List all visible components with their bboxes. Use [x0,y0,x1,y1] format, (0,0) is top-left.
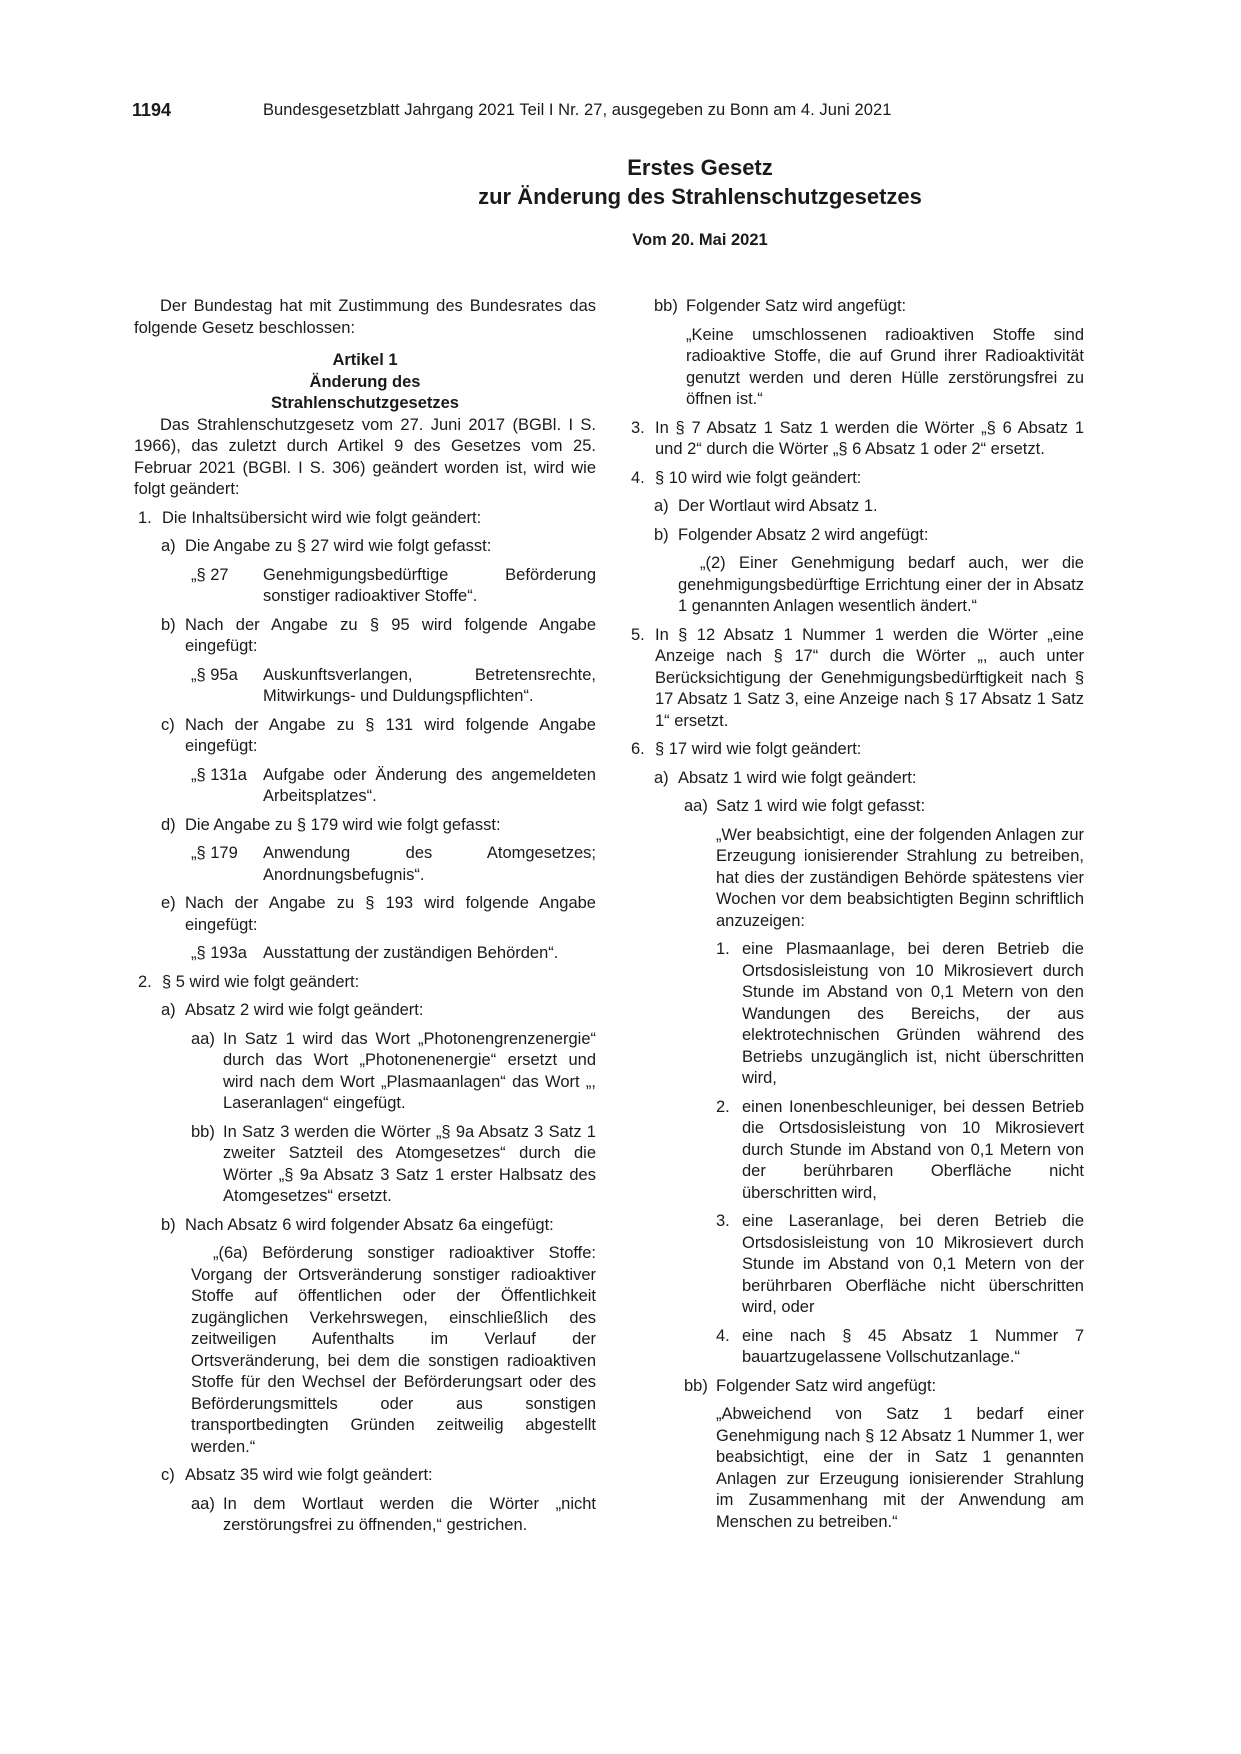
quoted-paragraph: „Keine umschlossenen radioaktiven Stoffe sind radioaktive Stoffe, die auf Grund ihrer Radioaktivität genutzt werden und deren Hülle zerstörungsfrei zu öffnen ist.“ [686,325,1084,408]
toc-entry [134,765,596,808]
list-item [631,796,1084,818]
item-text: Nach Absatz 6 wird folgender Absatz 6a eingefügt: [185,1215,554,1234]
item-label: bb) [684,1376,708,1395]
item-text: In § 7 Absatz 1 Satz 1 werden die Wörter „§ 6 Absatz 1 und 2“ durch die Wörter „§ 6 Absatz 1 oder 2“ ersetzt. [655,418,1084,458]
item-label: 3. [631,418,645,437]
item-label: b) [161,1215,176,1234]
item-text: Die Angabe zu § 179 wird wie folgt gefasst: [185,815,501,834]
item-text: In Satz 1 wird das Wort „Photonengrenzenergie“ durch das Wort „Photonenenergie“ ersetzt und wird nach dem Wort „Plasmaanlagen“ das Wort „, Laseranlagen“ eingefügt. [223,1029,596,1112]
item-label: a) [161,1001,176,1019]
item-text: Der Wortlaut wird Absatz 1. [678,497,878,515]
list-item [134,1000,596,1022]
law-date: Vom 20. Mai 2021 [632,231,768,249]
item-label: 2. [716,1097,730,1116]
item-label: aa) [191,1029,215,1048]
right-column [631,296,1084,1540]
quoted-paragraph: „Wer beabsichtigt, eine der folgenden Anlagen zur Erzeugung ionisierender Strahlung zu betreiben, hat dies der zuständigen Behörde spätestens vier Wochen vor dem beabsichtigten Beginn schriftlich anzuzeigen: [716,825,1084,930]
item-text: § 17 wird wie folgt geändert: [655,740,862,758]
toc-entry [134,565,596,608]
item-text: Absatz 1 wird wie folgt geändert: [678,768,917,787]
article-subtitle-2: Strahlenschutzgesetzes [271,394,459,412]
entry-key: „§ 193a [191,944,247,962]
item-label: 1. [716,940,730,958]
list-item [631,525,1084,547]
item-text: Nach der Angabe zu § 95 wird folgende Angabe eingefügt: [185,615,596,655]
item-text: § 5 wird wie folgt geändert: [162,972,360,991]
list-item [134,1465,596,1487]
article-subtitle-1: Änderung des [309,372,421,391]
list-item [631,496,1084,518]
entry-key: „§ 27 [191,565,229,584]
item-label: c) [161,1466,175,1484]
list-item [631,1376,1084,1398]
item-text: In § 12 Absatz 1 Nummer 1 werden die Wörter „eine Anzeige nach § 17“ durch die Wörter „, auch unter Berücksichtigung der Genehmigungsbedürftigkeit nach § 17 Absatz 1 Satz 3, eine Anzeige nach § 17 Absatz 1 Satz 1“ ersetzt. [655,625,1084,730]
list-item [631,768,1084,790]
entry-text: Anwendung des Atomgesetzes; Anordnungsbefugnis“. [263,844,596,884]
item-label: 6. [631,740,645,758]
numbered-item [631,1097,1084,1205]
item-label: aa) [191,1494,215,1513]
item-text: In Satz 3 werden die Wörter „§ 9a Absatz 3 Satz 1 zweiter Satzteil des Atomgesetzes“ durch die Wörter „§ 9a Absatz 3 Satz 1 erster Halbsatz des Atomgesetzes“ ersetzt. [223,1122,596,1205]
item-text: In dem Wortlaut werden die Wörter „nicht zerstörungsfrei zu öffnenden,“ gestrichen. [223,1494,596,1534]
title-line-1: Erstes Gesetz [627,155,773,180]
quoted-paragraph: „(2) Einer Genehmigung bedarf auch, wer die genehmigungsbedürftige Errichtung einer der in Absatz 1 genannten Anlagen wesentlich ändert.“ [678,554,1084,615]
item-label: 3. [716,1212,730,1230]
list-item [134,1122,596,1208]
item-label: d) [161,815,176,834]
entry-key: „§ 179 [191,844,238,862]
item-label: 2. [138,972,152,991]
law-title [280,153,1120,211]
enactment-clause: Der Bundestag hat mit Zustimmung des Bundesrates das folgende Gesetz beschlossen: [134,297,596,337]
entry-text: Auskunftsverlangen, Betretensrechte, Mitwirkungs- und Duldungspflichten“. [263,665,596,705]
item-label: 5. [631,625,645,644]
item-text: Die Angabe zu § 27 wird wie folgt gefasst: [185,537,492,555]
item-label: c) [161,715,175,734]
item-label: 4. [716,1326,730,1345]
numbered-item [631,1211,1084,1319]
item-text: Folgender Absatz 2 wird angefügt: [678,525,929,544]
list-item [134,536,596,558]
item-text: Absatz 35 wird wie folgt geändert: [185,1466,433,1484]
page-header [132,100,1012,124]
numbered-item [631,1326,1084,1369]
item-text: Folgender Satz wird angefügt: [686,297,907,315]
list-item [631,468,1084,490]
list-item [631,296,1084,318]
item-text: Absatz 2 wird wie folgt geändert: [185,1001,424,1019]
quoted-paragraph: „Abweichend von Satz 1 bedarf einer Genehmigung nach § 12 Absatz 1 Nummer 1, wer beabsichtigt, eine der in Satz 1 genannten Anlagen zur Erzeugung ionisierender Strahlung im Zusammenhang mit der Anwendung am Menschen zu betreiben.“ [716,1405,1084,1531]
item-text: eine nach § 45 Absatz 1 Nummer 7 bauartzugelassene Vollschutzanlage.“ [742,1326,1084,1366]
list-item [631,739,1084,761]
item-text: eine Laseranlage, bei deren Betrieb die Ortsdosisleistung von 10 Mikrosievert durch Stunde im Abstand von 0,1 Metern von der berührbaren Oberfläche nicht überschritten wird, oder [742,1212,1084,1316]
item-label: b) [161,615,176,634]
entry-text: Genehmigungsbedürftige Beförderung sonstiger radioaktiver Stoffe“. [263,565,596,605]
list-item [134,1494,596,1537]
numbered-item [631,939,1084,1090]
list-item [134,1029,596,1115]
list-item [134,972,596,994]
item-text: Satz 1 wird wie folgt gefasst: [716,797,926,815]
item-label: b) [654,525,669,544]
item-text: Nach der Angabe zu § 193 wird folgende Angabe eingefügt: [185,894,596,934]
list-item [134,615,596,658]
title-line-2: zur Änderung des Strahlenschutzgesetzes [478,184,922,209]
item-text: Nach der Angabe zu § 131 wird folgende Angabe eingefügt: [185,715,596,755]
toc-entry [134,665,596,708]
item-text: einen Ionenbeschleuniger, bei dessen Betrieb die Ortsdosisleistung von 10 Mikrosievert durch Stunde im Abstand von 0,1 Metern von der berührbaren Oberfläche nicht überschritten wird, [742,1097,1084,1202]
quoted-paragraph: „(6a) Beförderung sonstiger radioaktiver Stoffe: Vorgang der Ortsveränderung sonstiger radioaktiver Stoffe auf öffentlichen oder der Öffentlichkeit zugänglichen Verkehrswegen, einschließlich des zeitweiligen Aufenthalts im Verlauf der Ortsveränderung, bei dem die sonstigen radioaktiven Stoffe für den Wechsel der Beförderungsart oder des Beförderungsmittels oder aus sonstigen transportbedingten Gründen zeitweilig abgestellt werden.“ [191,1244,596,1456]
item-label: bb) [191,1122,215,1141]
item-label: a) [654,497,669,515]
page-number: 1194 [132,100,172,120]
toc-entry [134,843,596,886]
item-text: eine Plasmaanlage, bei deren Betrieb die Ortsdosisleistung von 10 Mikrosievert durch Stunde im Abstand von 0,1 Metern von den Wandungen des Bereichs, der aus elektrotechnischen Gründen während des Betriebs unzugänglich ist, nicht überschritten wird, [742,940,1084,1087]
item-text: Die Inhaltsübersicht wird wie folgt geändert: [162,508,482,527]
item-label: bb) [654,297,678,315]
toc-entry [134,943,596,965]
item-label: a) [161,537,176,555]
article-intro: Das Strahlenschutzgesetz vom 27. Juni 2017 (BGBl. I S. 1966), das zuletzt durch Artikel 9 des Gesetzes vom 25. Februar 2021 (BGBl. I S. 306) geändert worden ist, wird wie folgt geändert: [134,415,596,498]
entry-text: Aufgabe oder Änderung des angemeldeten Arbeitsplatzes“. [263,765,596,805]
list-item [134,1215,596,1237]
item-label: a) [654,768,669,787]
entry-text: Ausstattung der zuständigen Behörden“. [263,944,559,962]
gazette-line: Bundesgesetzblatt Jahrgang 2021 Teil I Nr. 27, ausgegeben zu Bonn am 4. Juni 2021 [263,101,892,119]
item-label: e) [161,894,176,912]
item-label: 4. [631,468,645,487]
list-item [631,625,1084,733]
item-text: Folgender Satz wird angefügt: [716,1376,937,1395]
list-item [134,893,596,936]
item-text: § 10 wird wie folgt geändert: [655,468,862,487]
list-item [134,815,596,837]
entry-key: „§ 95a [191,665,238,684]
entry-key: „§ 131a [191,765,247,784]
list-item [134,715,596,758]
item-label: aa) [684,797,708,815]
list-item [631,418,1084,461]
list-item [134,508,596,530]
item-label: 1. [138,508,152,527]
left-column [134,296,596,1544]
article-heading: Artikel 1 [332,351,398,369]
